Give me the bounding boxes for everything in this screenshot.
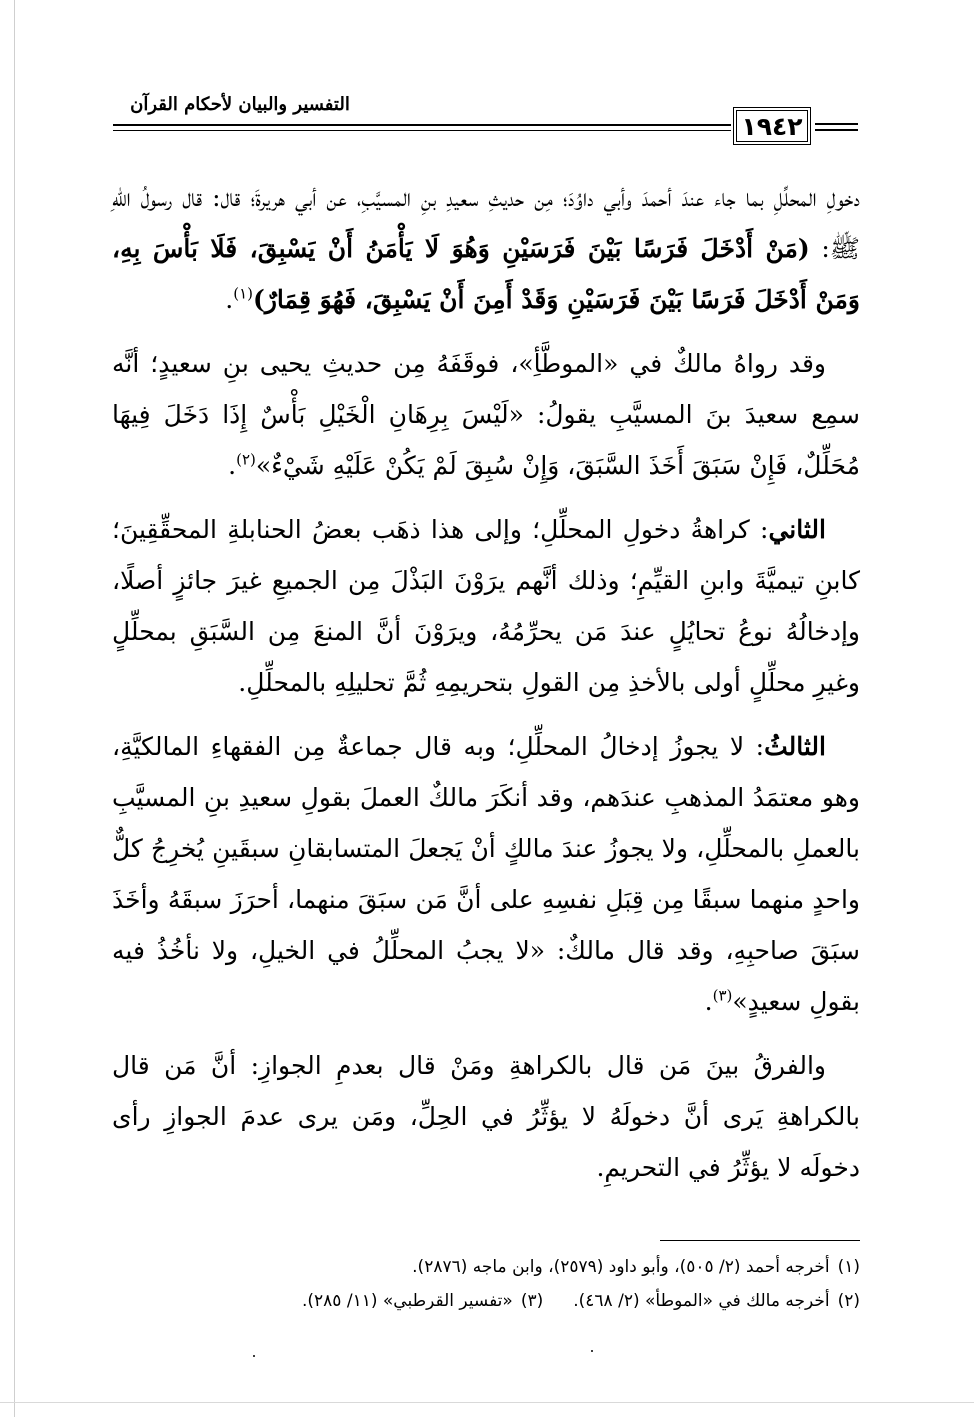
footnote-2-3 xyxy=(112,1284,860,1318)
footnote-1-text: أخرجه أحمد (٢/ ٥٠٥)، وأبو داود (٢٥٧٩)، وابن ماجه (٢٨٧٦). xyxy=(412,1257,830,1277)
footnote-1 xyxy=(112,1250,860,1284)
footnote-2-text: أخرجه مالك في «الموطأ» (٢/ ٤٦٨). xyxy=(573,1291,830,1311)
paragraph-2-end: . xyxy=(228,451,237,480)
scan-edge-left xyxy=(14,0,15,1417)
paragraph-4-lead: الثالثُ xyxy=(764,732,826,761)
scan-speck xyxy=(591,1350,593,1352)
paragraph-3-text: : كراهةُ دخولِ المحلِّلِ؛ وإلى هذا ذهَب بعضُ الحنابلةِ المحقِّقِينَ؛ كابنِ تيميَّةَ وابنِ القيِّمِ؛ وذلك أنَّهم يرَوْنَ البَذْلَ مِن الجميعِ غيرَ جائزٍ أصلًا، وإدخالُهُ نوعُ تحايُلٍ عندَ مَن يحرِّمُهُ، ويرَوْنَ أنَّ المنعَ مِن السَّبَقِ بمحلِّلٍ وغيرِ محلِّلٍ أولى بالأخذِ مِن القولِ بتحريمِهِ ثُمَّ تحليلِهِ بالمحلِّلِ. xyxy=(112,515,860,697)
header-rule xyxy=(113,124,731,126)
paragraph-2 xyxy=(112,338,860,491)
running-title: التفسير والبيان لأحكام القرآن xyxy=(130,94,350,115)
footnote-3-number: (٣) xyxy=(520,1291,544,1311)
paragraph-5 xyxy=(112,1040,860,1193)
paragraph-2-text: وقد رواهُ مالكٌ في «الموطَّأِ»، فوقَفَهُ مِن حديثِ يحيى بنِ سعيدٍ؛ أنَّه سمِع سعيدَ بنَ المسيَّبِ يقولُ: xyxy=(112,349,860,429)
paragraph-4-end: . xyxy=(704,987,713,1016)
scan-edge-bottom xyxy=(0,1402,974,1403)
footnote-ref-3: (٣) xyxy=(712,986,733,1005)
footnote-1-number: (١) xyxy=(837,1257,860,1277)
footnote-separator xyxy=(660,1240,860,1241)
footnote-ref-1: (١) xyxy=(233,284,254,303)
paragraph-1 xyxy=(112,172,860,325)
scan-speck xyxy=(253,1355,255,1357)
quote-text: «لَيْسَ بِرِهَانِ الْخَيْلِ بَأْسٌ إِذَا دَخَلَ فِيهَا مُحَلِّلٌ، فَإِنْ سَبَقَ أَخَذَ السَّبَقَ، وَإِنْ سُبِقَ لَمْ يَكُنْ عَلَيْهِ شَيْءٌ» xyxy=(112,400,860,480)
page-header xyxy=(0,88,974,158)
paragraph-4-text: : لا يجوزُ إدخالُ المحلِّلِ؛ وبه قال جماعةٌ مِن الفقهاءِ المالكيَّةِ، وهو معتمَدُ المذهبِ عندَهم، وقد أنكَرَ مالكٌ العملَ بقولِ سعيدِ بنِ المسيَّبِ بالعملِ بالمحلِّلِ، ولا يجوزُ عندَ مالكٍ أنْ يَجعلَ المتسابقانِ سبقَينِ يُخرِجُ كلٌّ واحدٍ منهما سبقًا مِن قِبَلِ نفسِهِ على أنَّ مَن سبَقَ منهما، أحرَزَ سبقَهُ وأخَذَ سبَقَ صاحبِهِ، وقد قال مالكٌ: «لا يجبُ المحلِّلُ في الخيلِ، ولا نأخُذُ فيه بقولِ سعيدٍ» xyxy=(112,732,860,1016)
paragraph-1-text: دخولِ المحلِّلِ بما جاء عندَ أحمدَ وأبي داوُدَ؛ مِن حديثِ سعيدِ بنِ المسيَّبِ، عن أبي هريرةَ؛ قال: قال رسولُ اللهِ ﷺ: xyxy=(112,183,860,263)
footnote-3-text: «تفسير القرطبي» (١١/ ٢٨٥). xyxy=(301,1291,513,1311)
footnotes xyxy=(112,1250,860,1318)
main-text xyxy=(112,172,860,1193)
footnote-2-number: (٢) xyxy=(837,1291,860,1311)
paragraph-3-lead: الثاني xyxy=(768,515,826,544)
paragraph-3 xyxy=(112,504,860,708)
paragraph-5-text: والفرقُ بينَ مَن قال بالكراهةِ ومَنْ قال بعدمِ الجوازِ: أنَّ مَن قال بالكراهةِ يَرى أنَّ دخولَهُ لا يؤثِّرُ في الحِلِّ، ومَن يرى عدمَ الجوازِ رأى دخولَه لا يؤثِّرُ في التحريمِ. xyxy=(112,1051,860,1182)
paragraph-1-end: . xyxy=(225,285,234,314)
paragraph-4 xyxy=(112,721,860,1027)
header-rule-right-thin xyxy=(815,129,858,131)
header-rule-thin xyxy=(113,130,731,131)
header-rule-right xyxy=(815,123,858,125)
footnote-ref-2: (٢) xyxy=(236,450,256,469)
page-number: ١٩٤٢ xyxy=(733,107,811,145)
hadith-text: (مَنْ أَدْخَلَ فَرَسًا بَيْنَ فَرَسَيْنِ وَهُوَ لَا يَأْمَنُ أَنْ يَسْبِقَ، فَلَا بَأْسَ بِهِ، وَمَنْ أَدْخَلَ فَرَسًا بَيْنَ فَرَسَيْنِ وَقَدْ أَمِنَ أَنْ يَسْبِقَ، فَهُوَ قِمَارٌ) xyxy=(112,234,860,314)
